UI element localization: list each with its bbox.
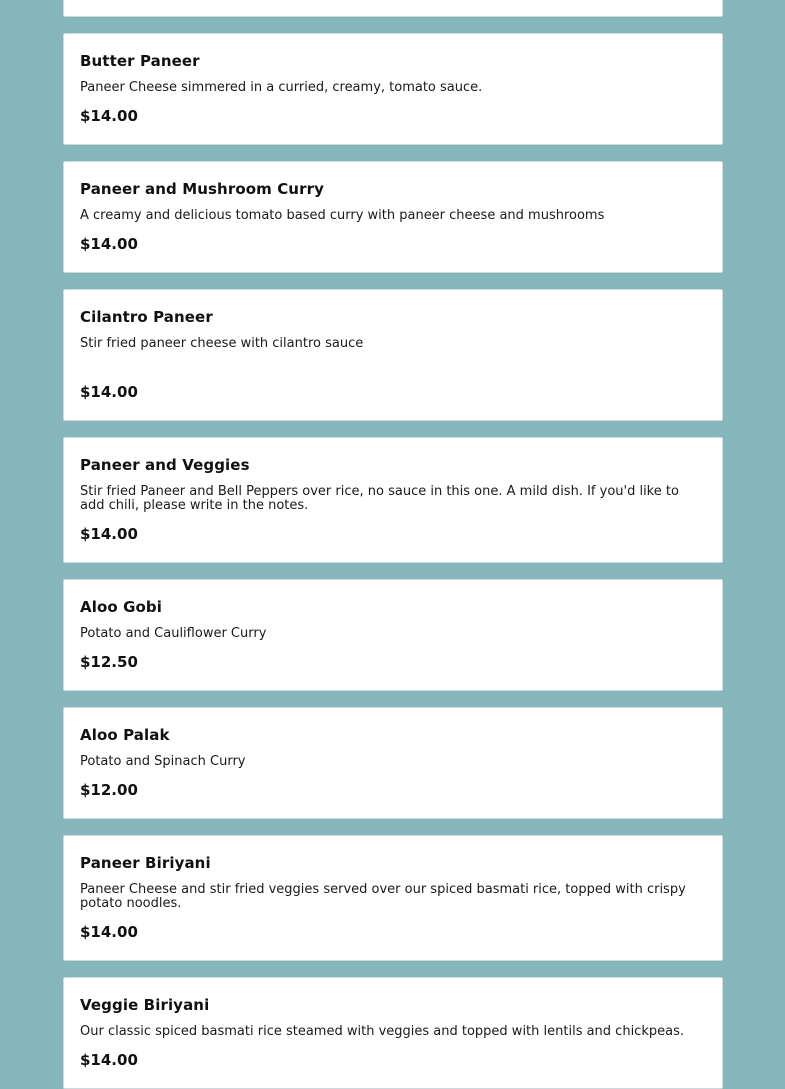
menu-item-name: Veggie Biriyani [80, 996, 210, 1014]
menu-item-description: Potato and Cauliflower Curry [80, 626, 267, 641]
menu-item-price: $12.50 [80, 653, 138, 671]
menu-item-card[interactable] [63, 33, 723, 145]
menu-item-description: Paneer Cheese simmered in a curried, creamy, tomato sauce. [80, 80, 483, 95]
menu-item-price: $14.00 [80, 107, 138, 125]
menu-item-name: Cilantro Paneer [80, 308, 213, 326]
menu-item-name: Paneer and Veggies [80, 456, 250, 474]
menu-item-description: Paneer Cheese and stir fried veggies served over our spiced basmati rice, topped with crispy potato noodles. [80, 882, 686, 911]
menu-item-price: $14.00 [80, 1051, 138, 1069]
menu-item-card[interactable] [63, 161, 723, 273]
menu-item-price: $14.00 [80, 923, 138, 941]
menu-item-price: $14.00 [80, 525, 138, 543]
menu-item-description: Stir fried Paneer and Bell Peppers over rice, no sauce in this one. A mild dish. If you'd like to add chili, please write in the notes. [80, 484, 679, 513]
menu-item-price: $14.00 [80, 235, 138, 253]
menu-item-name: Paneer and Mushroom Curry [80, 180, 324, 198]
menu-item-card[interactable] [63, 579, 723, 691]
menu-item-name: Paneer Biriyani [80, 854, 211, 872]
menu-item-description: Potato and Spinach Curry [80, 754, 246, 769]
menu-item-name: Butter Paneer [80, 52, 200, 70]
menu-item-price: $12.00 [80, 781, 138, 799]
menu-item-description: Our classic spiced basmati rice steamed with veggies and topped with lentils and chickpeas. [80, 1024, 684, 1039]
menu-item-description: A creamy and delicious tomato based curry with paneer cheese and mushrooms [80, 208, 605, 223]
menu-item-card[interactable] [63, 707, 723, 819]
menu-item-card[interactable] [63, 835, 723, 961]
menu-item-card[interactable] [63, 977, 723, 1089]
menu-item-name: Aloo Gobi [80, 598, 162, 616]
menu-item-card[interactable] [63, 289, 723, 421]
menu-item-card[interactable] [63, 437, 723, 563]
menu-item-card-partial[interactable] [63, 0, 723, 17]
menu-item-name: Aloo Palak [80, 726, 170, 744]
menu-item-description: Stir fried paneer cheese with cilantro sauce [80, 336, 364, 351]
menu-item-price: $14.00 [80, 383, 138, 401]
